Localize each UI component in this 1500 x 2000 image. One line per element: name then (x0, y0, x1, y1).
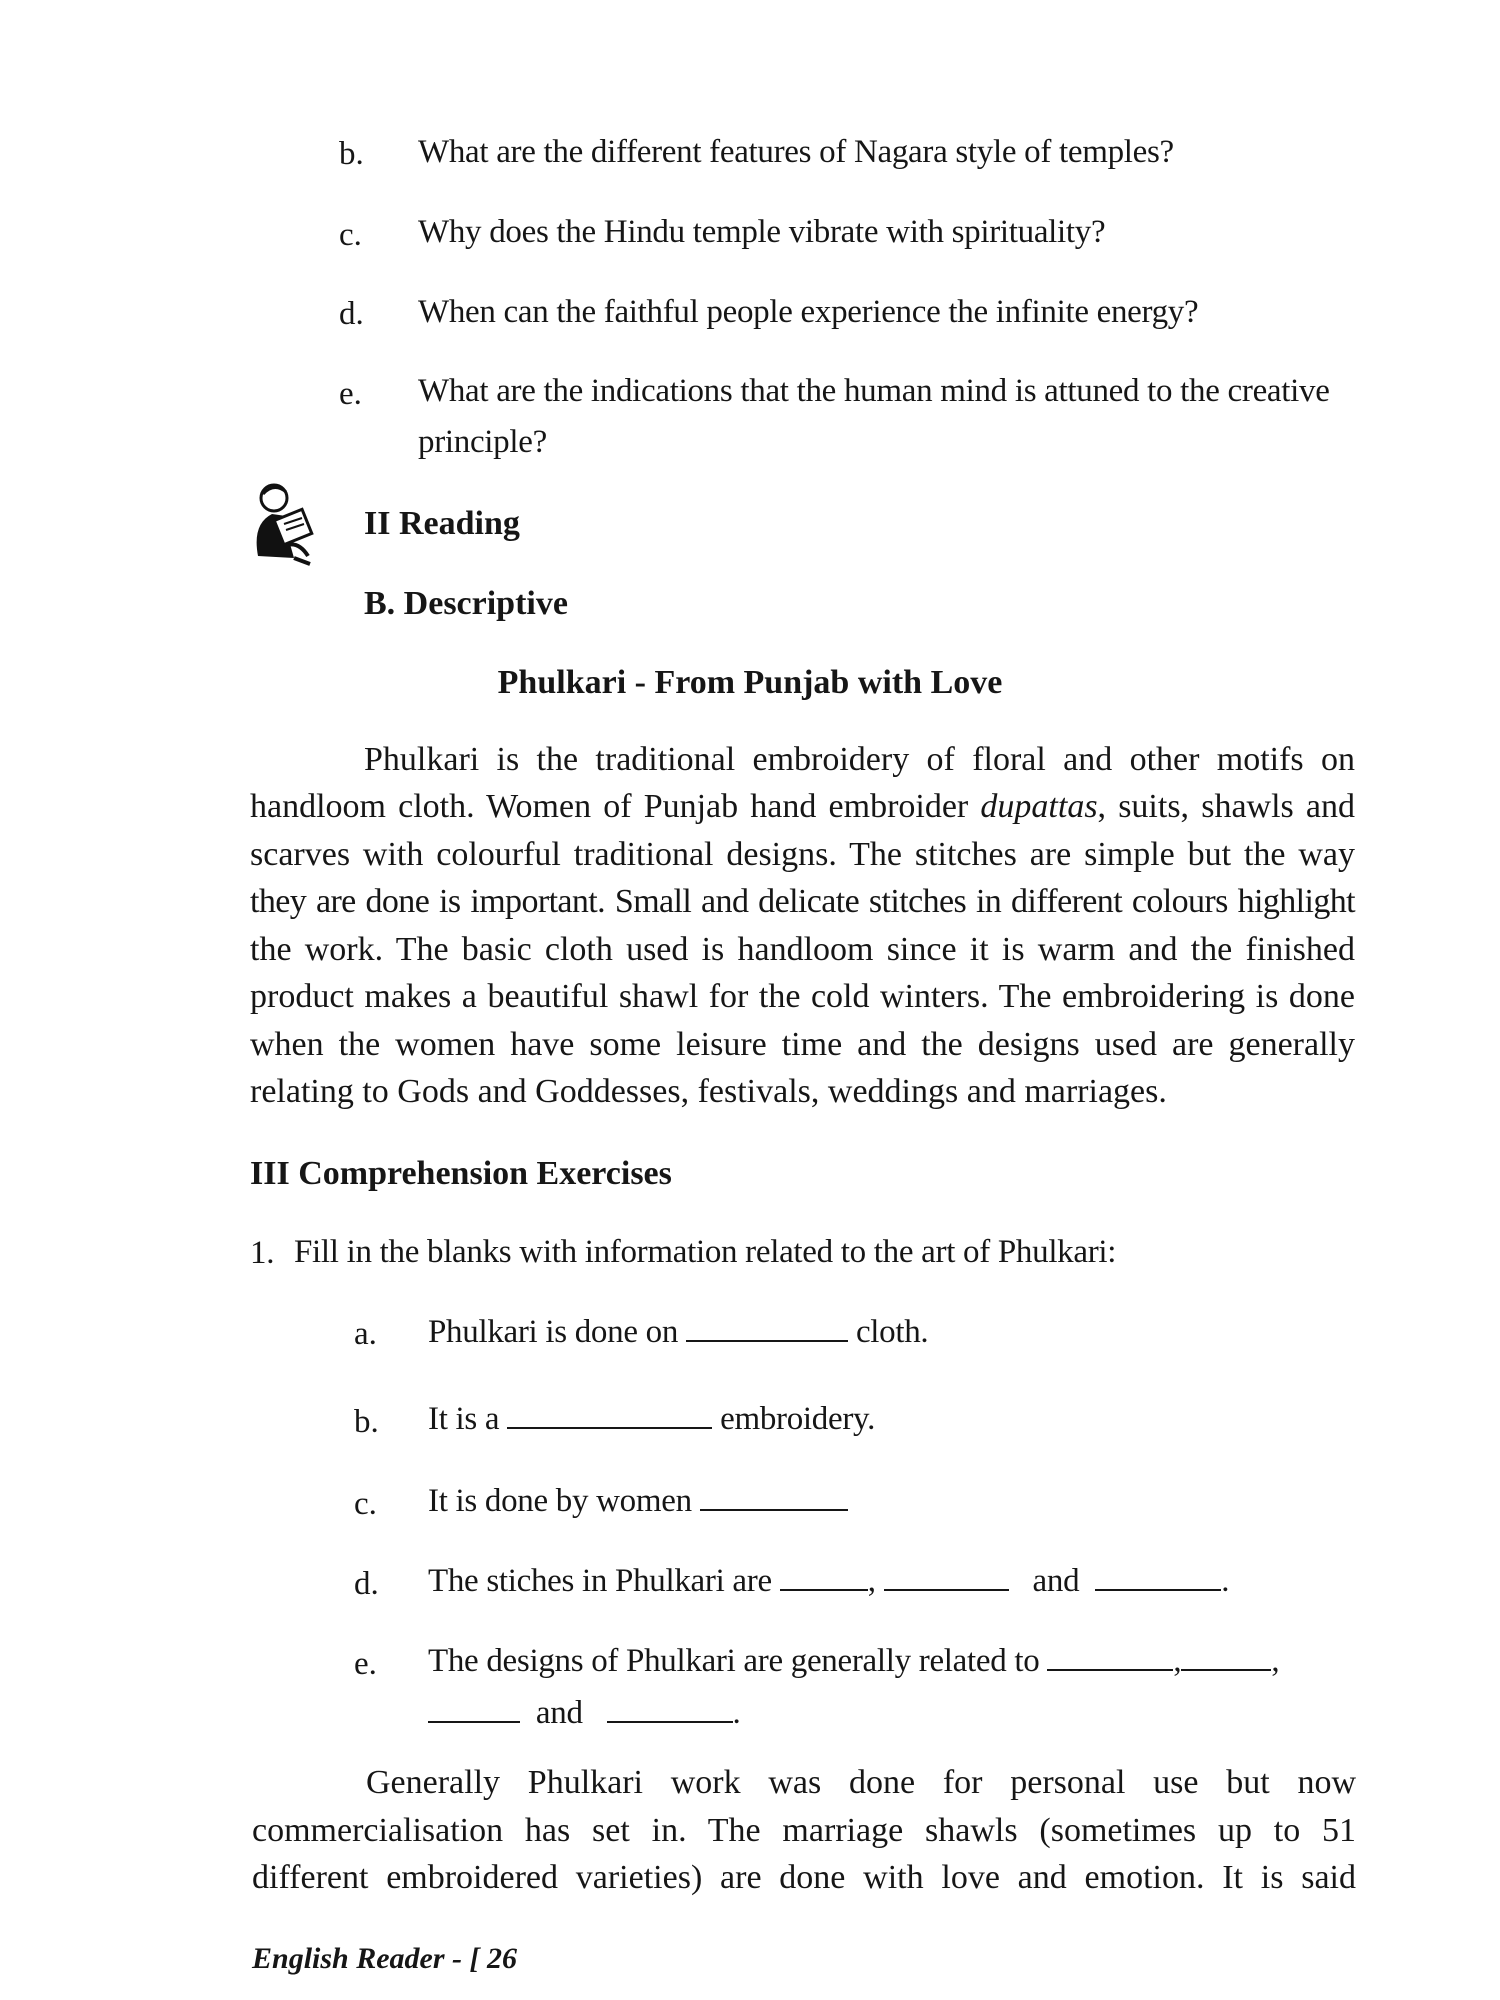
paragraph-text: , suits, shawls and (1097, 788, 1356, 825)
question-text: What are the different features of Nagara style of temples? (418, 134, 1174, 170)
question-letter: c. (339, 217, 362, 253)
item-letter: c. (354, 1486, 377, 1522)
answer-blank[interactable] (1181, 1643, 1271, 1671)
reading-figure-icon (250, 480, 318, 566)
passage-title: Phulkari - From Punjab with Love (497, 664, 1003, 701)
paragraph-line: product makes a beautiful shawl for the cold winters. The embroidering is done (250, 978, 1355, 1015)
page-footer: English Reader - [ 26 (252, 1942, 518, 1975)
paragraph-text: handloom cloth. Women of Punjab hand embroider (250, 788, 981, 825)
paragraph-line: relating to Gods and Goddesses, festivals, weddings and marriages. (250, 1073, 1167, 1110)
exercise-number: 1. (250, 1235, 275, 1271)
paragraph-line: when the women have some leisure time and the designs used are generally (250, 1026, 1355, 1063)
answer-blank[interactable] (507, 1401, 712, 1429)
paragraph-line (250, 790, 1355, 824)
item-letter: b. (354, 1404, 379, 1440)
italic-term: dupattas (980, 788, 1098, 825)
fill-item: Phulkari is done on cloth. (428, 1314, 929, 1350)
paragraph-line: they are done is important. Small and delicate stitches in different colours highlight (250, 883, 1355, 920)
item-letter: d. (354, 1566, 379, 1602)
paragraph-line: commercialisation has set in. The marriage shawls (sometimes up to 51 (252, 1812, 1356, 1849)
descriptive-heading: B. Descriptive (364, 585, 568, 622)
answer-blank[interactable] (607, 1695, 733, 1723)
question-text: principle? (418, 424, 547, 460)
answer-blank[interactable] (686, 1314, 848, 1342)
paragraph-line: scarves with colourful traditional designs. The stitches are simple but the way (250, 836, 1355, 873)
answer-blank[interactable] (884, 1563, 1009, 1591)
fill-item: It is done by women (428, 1483, 848, 1520)
paragraph-line: Generally Phulkari work was done for personal use but now (366, 1764, 1356, 1801)
answer-blank[interactable] (780, 1563, 868, 1591)
answer-blank[interactable] (1095, 1563, 1221, 1591)
fill-item: The stiches in Phulkari are , and . (428, 1563, 1230, 1599)
reading-heading: II Reading (364, 505, 520, 542)
question-letter: d. (339, 296, 364, 332)
question-text: When can the faithful people experience the infinite energy? (418, 294, 1199, 330)
question-letter: b. (339, 136, 364, 172)
item-letter: a. (354, 1316, 377, 1352)
answer-blank[interactable] (428, 1695, 520, 1723)
exercises-heading: III Comprehension Exercises (250, 1155, 672, 1192)
paragraph-line: different embroidered varieties) are done with love and emotion. It is said (252, 1859, 1356, 1896)
question-text: What are the indications that the human mind is attuned to the creative (418, 373, 1330, 409)
answer-blank[interactable] (1047, 1643, 1173, 1671)
fill-item: The designs of Phulkari are generally related to , , (428, 1643, 1280, 1679)
fill-item: It is a embroidery. (428, 1401, 876, 1437)
paragraph-line: the work. The basic cloth used is handloom since it is warm and the finished (250, 931, 1355, 968)
exercise-instruction: Fill in the blanks with information related to the art of Phulkari: (294, 1234, 1117, 1270)
paragraph-line: Phulkari is the traditional embroidery of floral and other motifs on (364, 741, 1355, 778)
fill-item-continued: and . (428, 1695, 740, 1732)
answer-blank[interactable] (700, 1483, 848, 1511)
item-letter: e. (354, 1646, 377, 1682)
question-text: Why does the Hindu temple vibrate with spirituality? (418, 214, 1106, 250)
question-letter: e. (339, 376, 362, 412)
